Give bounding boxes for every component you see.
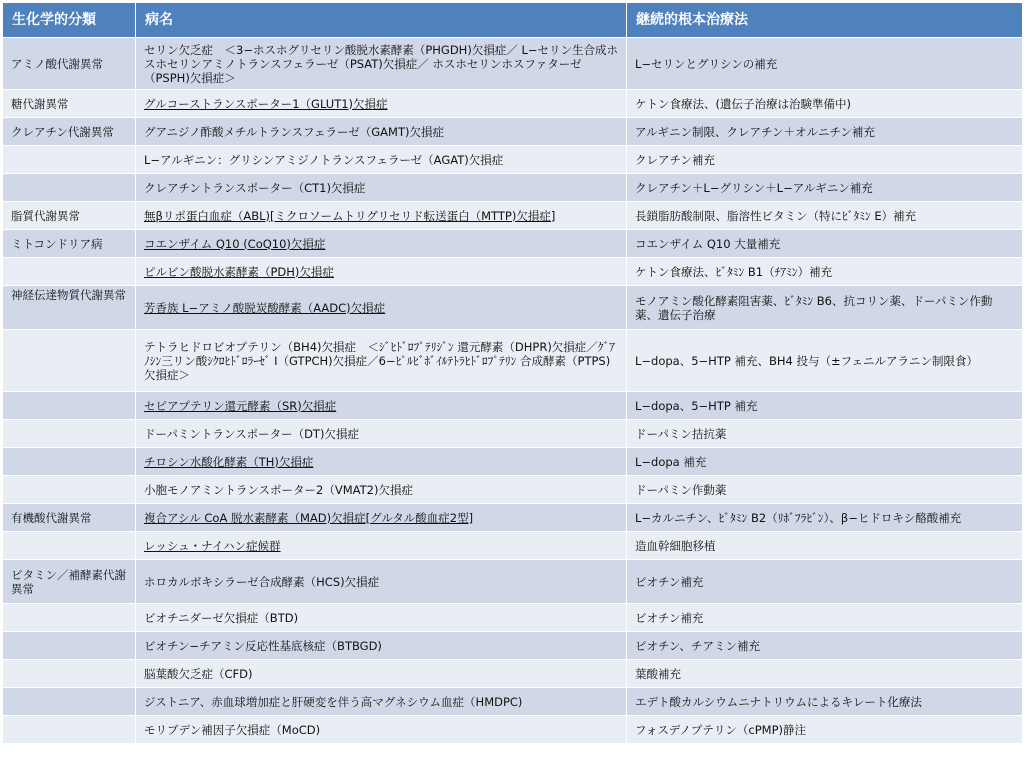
- category-cell: ビタミン／補酵素代謝異常: [3, 560, 136, 604]
- treatment-cell: 造血幹細胞移植: [627, 532, 1023, 560]
- category-cell: [3, 476, 136, 504]
- table-row: [3, 230, 1023, 258]
- disease-cell: コエンザイム Q10 (CoQ10)欠損症: [136, 230, 627, 258]
- treatment-cell: L−カルニチン、ﾋﾞﾀﾐﾝ B2（ﾘﾎﾞﾌﾗﾋﾞﾝ）、β−ヒドロキシ酪酸補充: [627, 504, 1023, 532]
- treatment-cell: L−dopa 補充: [627, 448, 1023, 476]
- treatment-cell: 葉酸補充: [627, 660, 1023, 688]
- disease-cell: クレアチントランスポーター（CT1)欠損症: [136, 174, 627, 202]
- table-row: [3, 286, 1023, 330]
- table-row: [3, 688, 1023, 716]
- header-category: 生化学的分類: [3, 3, 136, 38]
- table-row: [3, 632, 1023, 660]
- disease-cell: ビオチニダーゼ欠損症（BTD): [136, 604, 627, 632]
- disease-cell: モリブデン補因子欠損症（MoCD): [136, 716, 627, 744]
- table-row: [3, 146, 1023, 174]
- disease-cell: ジストニア、赤血球増加症と肝硬変を伴う高マグネシウム血症（HMDPC): [136, 688, 627, 716]
- disease-cell: セリン欠乏症 ＜3−ホスホグリセリン酸脱水素酵素（PHGDH)欠損症／ L−セリン生合成ホスホセリンアミノトランスフェラーゼ（PSAT)欠損症／ ホスホセリンホスファターゼ（PSPH)欠損症＞: [136, 38, 627, 90]
- table-row: [3, 660, 1023, 688]
- table-row: [3, 420, 1023, 448]
- table-row: [3, 604, 1023, 632]
- disease-cell: グルコーストランスポーター1（GLUT1)欠損症: [136, 90, 627, 118]
- category-cell: 有機酸代謝異常: [3, 504, 136, 532]
- header-disease: 病名: [136, 3, 627, 38]
- disease-cell: 小胞モノアミントランスポーター2（VMAT2)欠損症: [136, 476, 627, 504]
- disease-cell: 脳葉酸欠乏症（CFD): [136, 660, 627, 688]
- table-row: [3, 476, 1023, 504]
- disease-table: [2, 2, 1023, 744]
- category-cell: [3, 688, 136, 716]
- treatment-cell: クレアチン補充: [627, 146, 1023, 174]
- table-row: [3, 38, 1023, 90]
- disease-cell: レッシュ・ナイハン症候群: [136, 532, 627, 560]
- treatment-cell: ケトン食療法、ﾋﾞﾀﾐﾝ B1（ﾁｱﾐﾝ）補充: [627, 258, 1023, 286]
- table-row: [3, 716, 1023, 744]
- category-cell: [3, 392, 136, 420]
- category-cell: ミトコンドリア病: [3, 230, 136, 258]
- category-cell: [3, 420, 136, 448]
- treatment-cell: ビオチン補充: [627, 560, 1023, 604]
- table-row: [3, 330, 1023, 392]
- disease-cell: 無βリポ蛋白血症（ABL)[ミクロソームトリグリセリド転送蛋白（MTTP)欠損症]: [136, 202, 627, 230]
- category-cell: [3, 258, 136, 286]
- disease-cell: ホロカルボキシラーゼ合成酵素（HCS)欠損症: [136, 560, 627, 604]
- table-row: [3, 560, 1023, 604]
- disease-cell: L−アルギニン：グリシンアミジノトランスフェラーゼ（AGAT)欠損症: [136, 146, 627, 174]
- treatment-cell: モノアミン酸化酵素阻害薬、ﾋﾞﾀﾐﾝ B6、抗コリン薬、ドーパミン作動薬、遺伝子治療: [627, 286, 1023, 330]
- table-row: [3, 532, 1023, 560]
- treatment-cell: L−セリンとグリシンの補充: [627, 38, 1023, 90]
- disease-cell: ピルビン酸脱水素酵素（PDH)欠損症: [136, 258, 627, 286]
- category-cell: 糖代謝異常: [3, 90, 136, 118]
- category-cell: [3, 716, 136, 744]
- header-row: [3, 3, 1023, 38]
- category-cell: 神経伝達物質代謝異常: [3, 286, 136, 330]
- disease-cell: 芳香族 L−アミノ酸脱炭酸酵素（AADC)欠損症: [136, 286, 627, 330]
- category-cell: [3, 604, 136, 632]
- treatment-cell: ドーパミン作動薬: [627, 476, 1023, 504]
- disease-cell: 複合アシル CoA 脱水素酵素（MAD)欠損症[グルタル酸血症2型]: [136, 504, 627, 532]
- treatment-cell: クレアチン＋L−グリシン＋L−アルギニン補充: [627, 174, 1023, 202]
- treatment-cell: ビオチン補充: [627, 604, 1023, 632]
- category-cell: [3, 448, 136, 476]
- table-row: [3, 258, 1023, 286]
- treatment-cell: ケトン食療法、(遺伝子治療は治験準備中): [627, 90, 1023, 118]
- category-cell: [3, 660, 136, 688]
- treatment-cell: コエンザイム Q10 大量補充: [627, 230, 1023, 258]
- category-cell: [3, 532, 136, 560]
- table-row: [3, 392, 1023, 420]
- category-cell: 脂質代謝異常: [3, 202, 136, 230]
- disease-cell: チロシン水酸化酵素（TH)欠損症: [136, 448, 627, 476]
- treatment-cell: フォスデノプテリン（cPMP)静注: [627, 716, 1023, 744]
- disease-cell: ビオチン−チアミン反応性基底核症（BTBGD): [136, 632, 627, 660]
- treatment-cell: L−dopa、5−HTP 補充、BH4 投与（±フェニルアラニン制限食）: [627, 330, 1023, 392]
- disease-cell: テトラヒドロビオプテリン（BH4)欠損症 ＜ｼﾞﾋﾄﾞﾛﾌﾟﾃﾘｼﾞﾝ 還元酵素（DHPR)欠損症／ｸﾞｱﾉｼﾝ三リン酸ｼｸﾛﾋﾄﾞﾛﾗｰｾﾞ I（GTPCH)欠損症／6−ﾋﾟﾙﾋﾞﾎﾞｲﾙﾃﾄﾗﾋﾄﾞﾛﾌﾟﾃﾘﾝ 合成酵素（PTPS)欠損症＞: [136, 330, 627, 392]
- disease-cell: ドーパミントランスポーター（DT)欠損症: [136, 420, 627, 448]
- category-cell: [3, 174, 136, 202]
- category-cell: クレアチン代謝異常: [3, 118, 136, 146]
- category-cell: [3, 330, 136, 392]
- disease-cell: グアニジノ酢酸メチルトランスフェラーゼ（GAMT)欠損症: [136, 118, 627, 146]
- category-cell: アミノ酸代謝異常: [3, 38, 136, 90]
- table-row: [3, 202, 1023, 230]
- category-cell: [3, 632, 136, 660]
- disease-cell: セピアプテリン還元酵素（SR)欠損症: [136, 392, 627, 420]
- table-row: [3, 118, 1023, 146]
- treatment-cell: 長鎖脂肪酸制限、脂溶性ビタミン（特にﾋﾞﾀﾐﾝ E）補充: [627, 202, 1023, 230]
- treatment-cell: ドーパミン拮抗薬: [627, 420, 1023, 448]
- treatment-cell: アルギニン制限、クレアチン＋オルニチン補充: [627, 118, 1023, 146]
- table-row: [3, 504, 1023, 532]
- table-row: [3, 174, 1023, 202]
- table-row: [3, 90, 1023, 118]
- category-cell: [3, 146, 136, 174]
- header-treatment: 継続的根本治療法: [627, 3, 1023, 38]
- treatment-cell: L−dopa、5−HTP 補充: [627, 392, 1023, 420]
- treatment-cell: エデト酸カルシウムニナトリウムによるキレート化療法: [627, 688, 1023, 716]
- treatment-cell: ビオチン、チアミン補充: [627, 632, 1023, 660]
- table-row: [3, 448, 1023, 476]
